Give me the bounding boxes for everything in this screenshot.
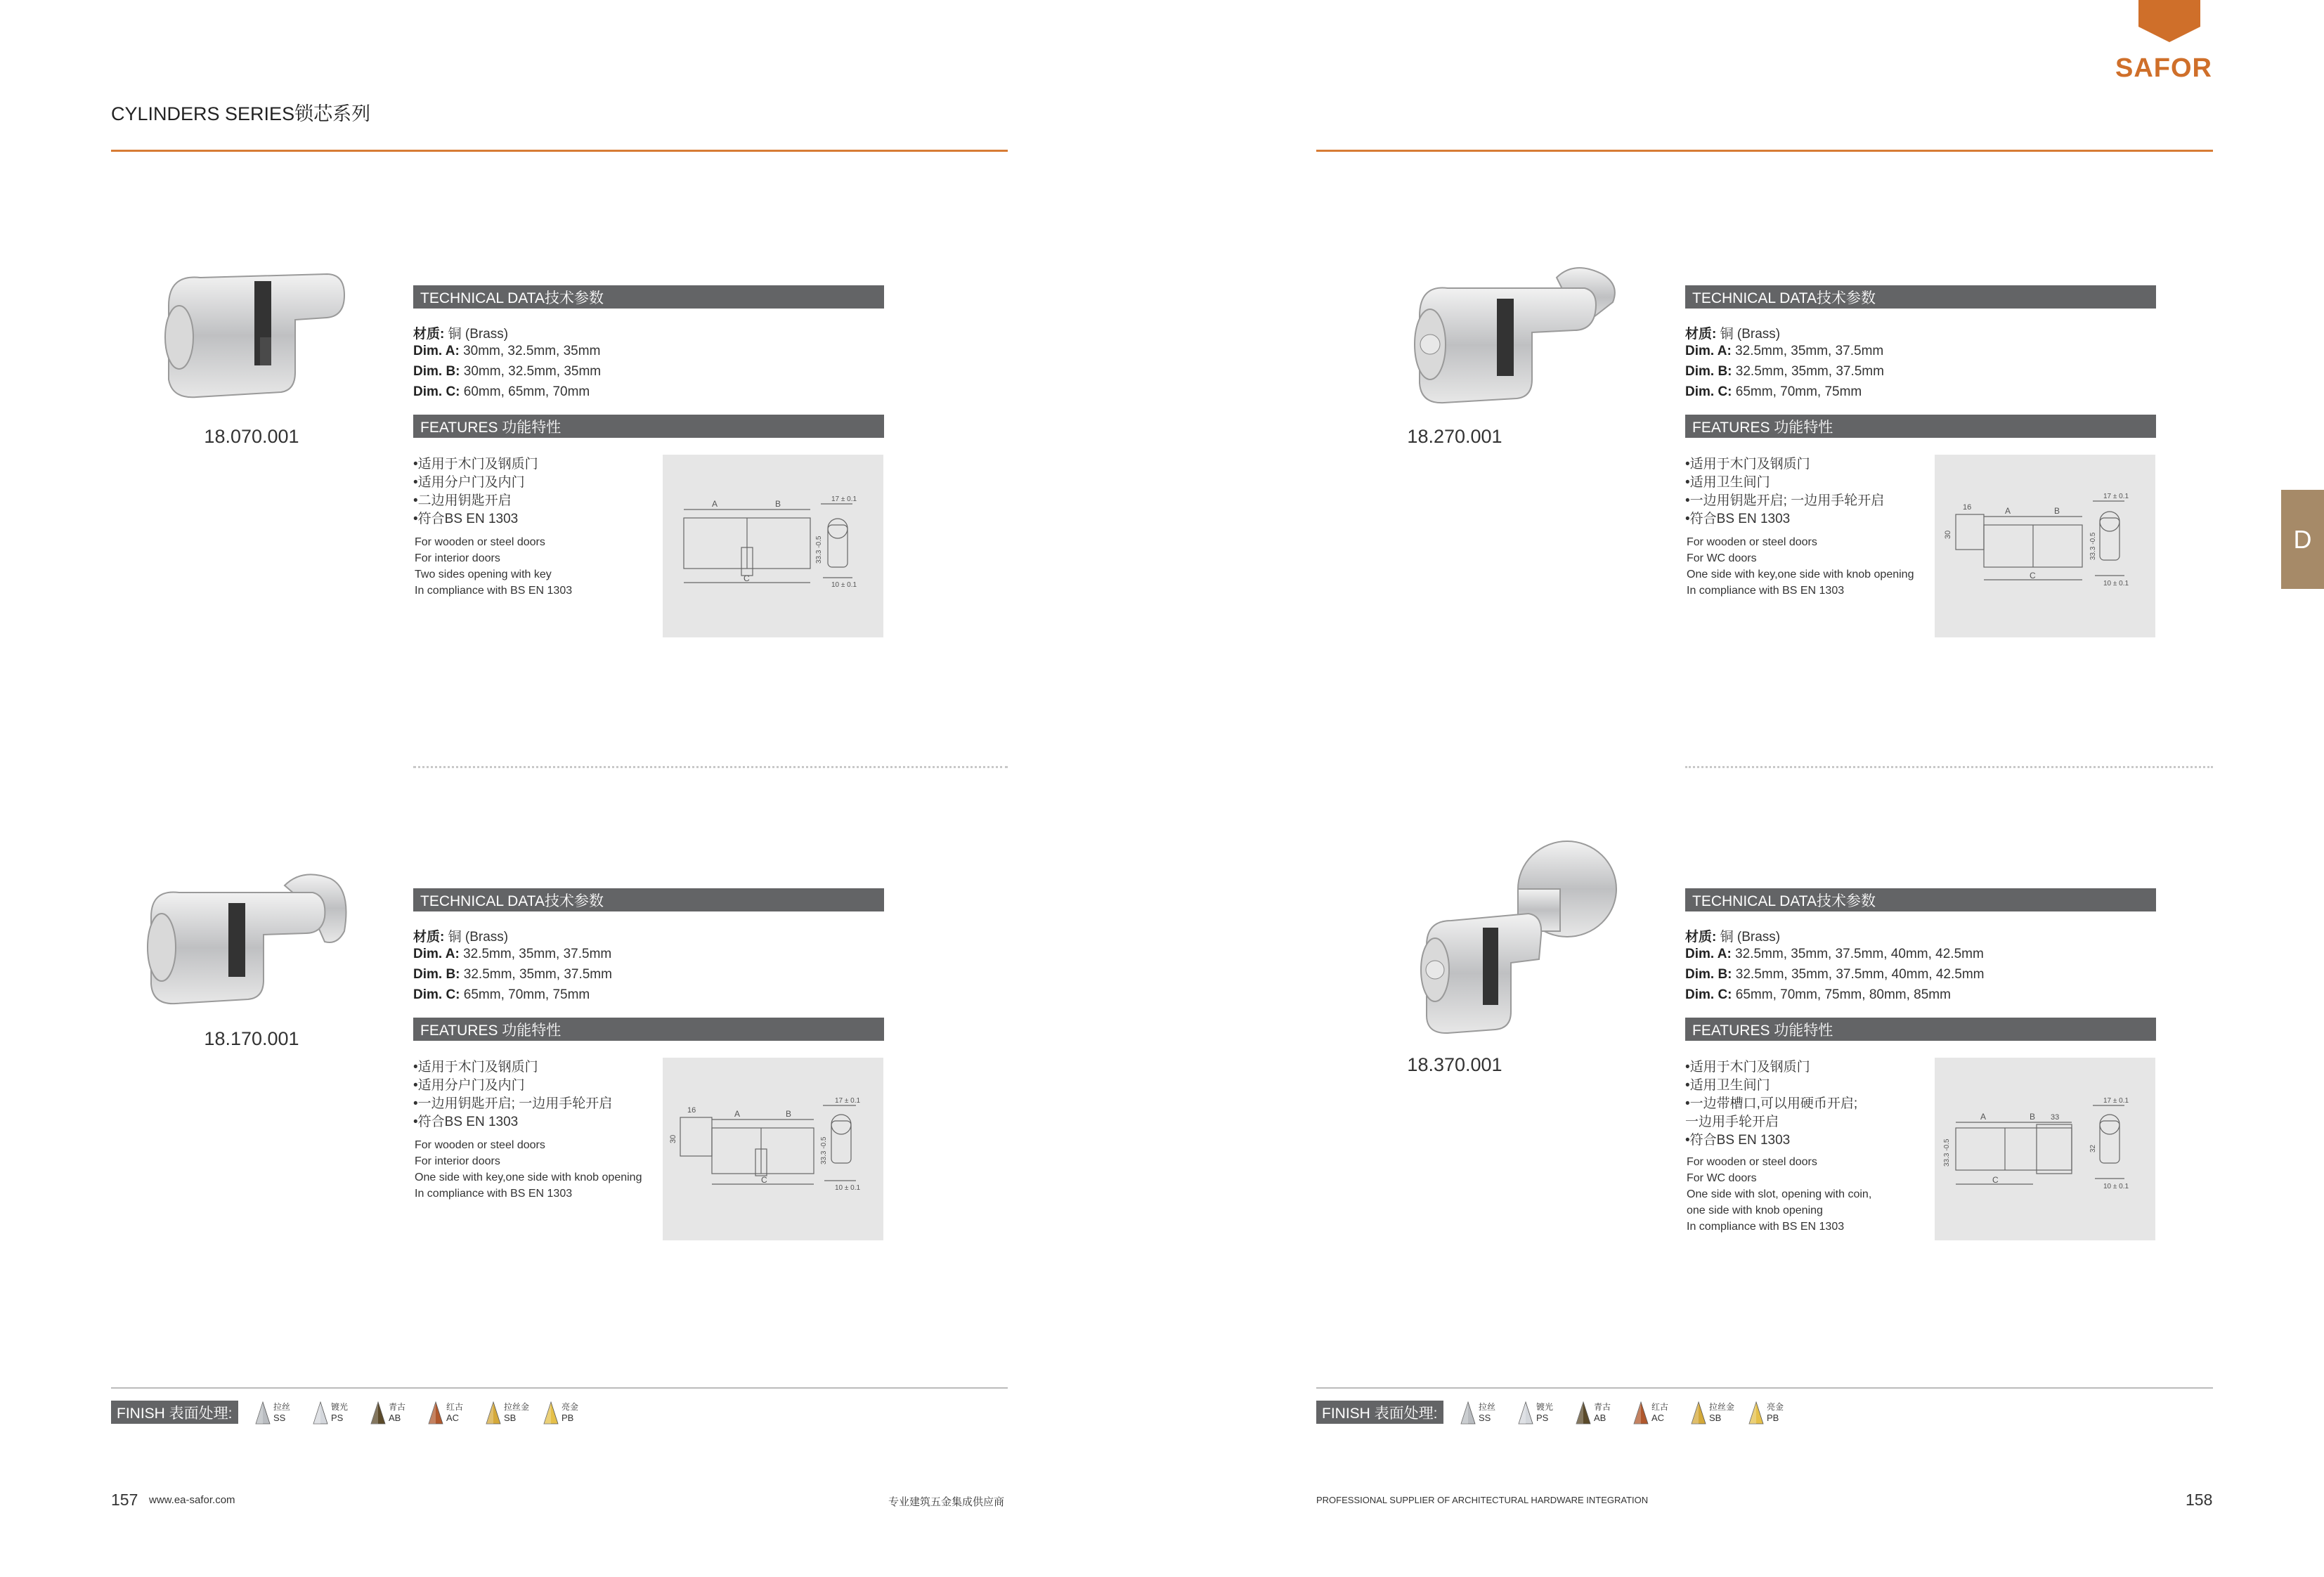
dim-label-33-knob: 33 (2051, 1113, 2060, 1122)
feature-en-1: For wooden or steel doors (415, 536, 545, 548)
cone-icon (1517, 1401, 1534, 1426)
features-header: FEATURES 功能特性 (413, 415, 884, 438)
divider-left (413, 766, 1008, 768)
product-code: 18.070.001 (204, 426, 299, 447)
feature-zh-1: •适用于木门及钢质门 (1685, 457, 1810, 472)
finish-name-zh: 拉丝 (273, 1402, 291, 1412)
brand-logo-icon (2138, 0, 2200, 42)
dim-a-value: 30mm, 32.5mm, 35mm (463, 344, 601, 358)
divider-right (1685, 766, 2213, 768)
dim-label-17: 17 ± 0.1 (2103, 1097, 2129, 1105)
footer-rule-left (111, 1387, 1008, 1389)
dim-label-10: 10 ± 0.1 (2103, 580, 2129, 588)
dim-b-key: Dim. B: (413, 967, 460, 982)
finish-name-zh: 亮金 (1767, 1402, 1784, 1412)
finish-name-zh: 镀光 (331, 1402, 349, 1412)
finish-swatch-sb (1690, 1401, 1746, 1426)
page-number-left: 157 (111, 1491, 138, 1509)
technical-drawing (1935, 1058, 2155, 1240)
feature-zh-3: •一边用钥匙开启; 一边用手轮开启 (1685, 493, 1885, 508)
feature-zh-3: •一边用钥匙开启; 一边用手轮开启 (413, 1096, 613, 1111)
dim-label-10: 10 ± 0.1 (2103, 1183, 2129, 1190)
slogan-en: PROFESSIONAL SUPPLIER OF ARCHITECTURAL HARDWARE INTEGRATION (1316, 1495, 1649, 1505)
feature-zh-2: •适用分户门及内门 (413, 475, 525, 490)
finish-code: PS (1536, 1413, 1549, 1423)
dim-label-a: A (1980, 1112, 1987, 1122)
feature-zh-1: •适用于木门及钢质门 (413, 1060, 538, 1075)
finish-code: AB (1594, 1413, 1606, 1423)
finish-swatch-ps (312, 1401, 368, 1426)
dim-a-value: 32.5mm, 35mm, 37.5mm (463, 947, 612, 961)
dim-c-key: Dim. C: (413, 987, 460, 1002)
dim-label-b: B (2054, 506, 2060, 516)
header-rule-left (111, 150, 1008, 152)
product-code: 18.270.001 (1407, 426, 1502, 447)
finish-swatch-ab (1575, 1401, 1631, 1426)
dim-b-key: Dim. B: (1685, 364, 1732, 379)
feature-en-3: One side with key,one side with knob opening (1687, 569, 1914, 580)
feature-zh-5: •符合BS EN 1303 (1685, 1133, 1791, 1148)
finish-swatch-ac (427, 1401, 483, 1426)
feature-zh-1: •适用于木门及钢质门 (413, 457, 538, 472)
finish-swatch-ab (370, 1401, 426, 1426)
dim-a-key: Dim. A: (413, 344, 460, 358)
dim-b-value: 32.5mm, 35mm, 37.5mm, 40mm, 42.5mm (1735, 967, 1985, 982)
technical-drawing (1935, 455, 2155, 637)
finish-name-zh: 拉丝金 (504, 1402, 530, 1412)
dim-label-33: 33.3 -0.5 (2089, 532, 2097, 560)
feature-zh-3: •二边用钥匙开启 (413, 493, 512, 508)
finish-name-zh: 青古 (389, 1402, 406, 1412)
material-key: 材质: (413, 930, 445, 945)
cone-icon (543, 1401, 559, 1426)
dim-c-key: Dim. C: (413, 384, 460, 399)
material-value: 铜 (Brass) (1720, 930, 1781, 945)
dim-c-key: Dim. C: (1685, 384, 1732, 399)
material-value: 铜 (Brass) (1720, 327, 1781, 342)
dim-b-key: Dim. B: (1685, 967, 1732, 982)
dim-label-a: A (2005, 506, 2011, 516)
dim-c-value: 60mm, 65mm, 70mm (463, 384, 590, 399)
features-header: FEATURES 功能特性 (1685, 415, 2156, 438)
dim-b-value: 32.5mm, 35mm, 37.5mm (463, 967, 612, 982)
dim-c-value: 65mm, 70mm, 75mm (463, 987, 590, 1002)
dim-label-17: 17 ± 0.1 (831, 495, 857, 503)
dim-label-16: 16 (1963, 503, 1972, 512)
dim-a-value: 32.5mm, 35mm, 37.5mm, 40mm, 42.5mm (1735, 947, 1984, 961)
finish-name-zh: 镀光 (1536, 1402, 1554, 1412)
dim-label-30: 30 (669, 1134, 677, 1143)
dim-label-33: 33.3 -0.5 (1943, 1138, 1951, 1167)
material-key: 材质: (1685, 930, 1717, 945)
product-code: 18.370.001 (1407, 1054, 1502, 1075)
feature-en-5: In compliance with BS EN 1303 (1687, 1221, 1845, 1233)
finish-swatch-sb (485, 1401, 541, 1426)
header-rule-right (1316, 150, 2213, 152)
finish-swatch-ps (1517, 1401, 1573, 1426)
finish-swatch-ss (1460, 1401, 1516, 1426)
dim-label-10: 10 ± 0.1 (835, 1184, 861, 1192)
finish-code: PS (331, 1413, 344, 1423)
feature-zh-4: •符合BS EN 1303 (413, 512, 519, 526)
dim-c-value: 65mm, 70mm, 75mm (1735, 384, 1862, 399)
feature-en-3: One side with key,one side with knob opening (415, 1172, 642, 1183)
cone-icon (1575, 1401, 1592, 1426)
feature-zh-2: •适用卫生间门 (1685, 1078, 1770, 1093)
dim-label-a: A (734, 1109, 741, 1119)
cone-icon (485, 1401, 502, 1426)
technical-data-header: TECHNICAL DATA技术参数 (413, 285, 884, 309)
feature-en-2: For interior doors (415, 1155, 500, 1167)
feature-en-4: In compliance with BS EN 1303 (1687, 585, 1845, 597)
cylinder-key-knob-image (141, 864, 365, 1015)
material-value: 铜 (Brass) (448, 930, 509, 945)
footer-rule-right (1316, 1387, 2213, 1389)
slogan-zh: 专业建筑五金集成供应商 (888, 1496, 1005, 1508)
dim-label-c: C (2030, 571, 2036, 580)
website-link[interactable]: www.ea-safor.com (149, 1494, 235, 1506)
dim-label-10: 10 ± 0.1 (831, 581, 857, 589)
feature-en-4: In compliance with BS EN 1303 (415, 1188, 573, 1200)
finish-code: SB (504, 1413, 517, 1423)
dim-label-32: 32 (2089, 1144, 2097, 1153)
material-key: 材质: (413, 327, 445, 342)
section-tab-d[interactable]: D (2281, 490, 2324, 589)
technical-drawing (663, 1058, 883, 1240)
finish-swatch-ac (1632, 1401, 1689, 1426)
dim-label-30: 30 (1944, 530, 1952, 539)
dim-label-a: A (712, 499, 718, 509)
dim-label-b: B (2030, 1112, 2036, 1122)
technical-data-header: TECHNICAL DATA技术参数 (413, 888, 884, 911)
feature-zh-1: •适用于木门及钢质门 (1685, 1060, 1810, 1075)
finish-name-zh: 亮金 (561, 1402, 579, 1412)
material-key: 材质: (1685, 327, 1717, 342)
dim-a-key: Dim. A: (1685, 344, 1732, 358)
cylinder-coin-knob-image (1413, 840, 1623, 1037)
brand-logo-text: SAFOR (2115, 53, 2212, 83)
feature-zh-4: •符合BS EN 1303 (1685, 512, 1791, 526)
page-number-right: 158 (2186, 1491, 2213, 1509)
feature-zh-4: 一边用手轮开启 (1685, 1115, 1779, 1129)
dim-c-key: Dim. C: (1685, 987, 1732, 1002)
dim-a-key: Dim. A: (413, 947, 460, 961)
cone-icon (1632, 1401, 1649, 1426)
finish-code: AB (389, 1413, 401, 1423)
dim-b-value: 30mm, 32.5mm, 35mm (463, 364, 602, 379)
features-header: FEATURES 功能特性 (1685, 1018, 2156, 1041)
dim-label-c: C (761, 1175, 767, 1185)
finish-name-zh: 拉丝 (1479, 1402, 1496, 1412)
dim-label-c: C (744, 573, 750, 583)
dim-label-b: B (786, 1109, 792, 1119)
cylinder-double-key-image (155, 267, 348, 408)
product-code: 18.170.001 (204, 1028, 299, 1049)
feature-zh-4: •符合BS EN 1303 (413, 1115, 519, 1129)
feature-en-3: One side with slot, opening with coin, (1687, 1188, 1872, 1200)
dim-c-value: 65mm, 70mm, 75mm, 80mm, 85mm (1735, 987, 1951, 1002)
material-value: 铜 (Brass) (448, 327, 509, 342)
finish-swatch-pb (1748, 1401, 1804, 1426)
cone-icon (370, 1401, 387, 1426)
cylinder-key-knob-image (1406, 264, 1630, 415)
finish-code: SS (273, 1413, 286, 1423)
dim-a-value: 32.5mm, 35mm, 37.5mm (1735, 344, 1884, 358)
feature-zh-3: •一边带槽口,可以用硬币开启; (1685, 1096, 1858, 1111)
feature-zh-2: •适用卫生间门 (1685, 475, 1770, 490)
dim-label-17: 17 ± 0.1 (835, 1097, 861, 1105)
dim-label-33: 33.3 -0.5 (820, 1136, 828, 1164)
page-title: CYLINDERS SERIES锁芯系列 (111, 103, 371, 124)
technical-data-header: TECHNICAL DATA技术参数 (1685, 285, 2156, 309)
finish-code: SB (1709, 1413, 1722, 1423)
finish-code: AC (1651, 1413, 1665, 1423)
finish-code: SS (1479, 1413, 1491, 1423)
feature-zh-2: •适用分户门及内门 (413, 1078, 525, 1093)
feature-en-3: Two sides opening with key (415, 569, 552, 580)
cone-icon (1748, 1401, 1765, 1426)
feature-en-2: For interior doors (415, 552, 500, 564)
technical-drawing (663, 455, 883, 637)
feature-en-1: For wooden or steel doors (1687, 1156, 1817, 1168)
feature-en-2: For WC doors (1687, 1172, 1757, 1184)
dim-label-17: 17 ± 0.1 (2103, 493, 2129, 500)
feature-en-1: For wooden or steel doors (415, 1139, 545, 1151)
feature-en-1: For wooden or steel doors (1687, 536, 1817, 548)
cone-icon (427, 1401, 444, 1426)
technical-data-header: TECHNICAL DATA技术参数 (1685, 888, 2156, 911)
finish-code: AC (446, 1413, 460, 1423)
feature-en-4: one side with knob opening (1687, 1205, 1823, 1216)
finish-name-zh: 青古 (1594, 1402, 1611, 1412)
finish-label-left: FINISH 表面处理: (111, 1401, 238, 1424)
finish-label-right: FINISH 表面处理: (1316, 1401, 1443, 1424)
dim-label-33: 33.3 -0.5 (815, 536, 823, 564)
finish-swatch-pb (543, 1401, 599, 1426)
cone-icon (312, 1401, 329, 1426)
cone-icon (1460, 1401, 1476, 1426)
cone-icon (1690, 1401, 1707, 1426)
finish-swatch-ss (254, 1401, 311, 1426)
finish-name-zh: 红古 (1651, 1402, 1669, 1412)
finish-name-zh: 拉丝金 (1709, 1402, 1735, 1412)
feature-en-2: For WC doors (1687, 552, 1757, 564)
dim-label-c: C (1992, 1175, 1999, 1185)
dim-label-16: 16 (687, 1106, 696, 1115)
finish-code: PB (1767, 1413, 1779, 1423)
dim-a-key: Dim. A: (1685, 947, 1732, 961)
features-header: FEATURES 功能特性 (413, 1018, 884, 1041)
finish-name-zh: 红古 (446, 1402, 464, 1412)
feature-en-4: In compliance with BS EN 1303 (415, 585, 573, 597)
finish-code: PB (561, 1413, 574, 1423)
dim-b-key: Dim. B: (413, 364, 460, 379)
dim-label-b: B (775, 499, 781, 509)
dim-b-value: 32.5mm, 35mm, 37.5mm (1735, 364, 1884, 379)
cone-icon (254, 1401, 271, 1426)
